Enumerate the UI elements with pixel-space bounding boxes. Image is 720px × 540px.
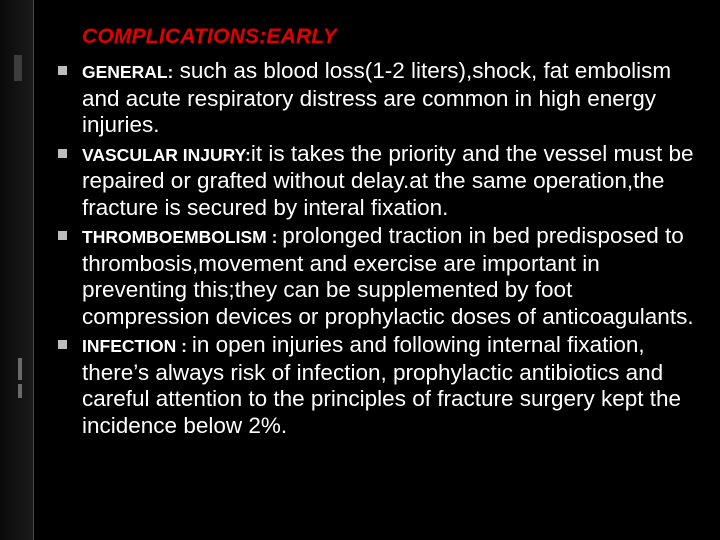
item-text: in open injuries and following internal fixation, there’s always risk of infection, prophylactic antibiotics and careful attention to the principles of fracture surgery kept the incidence below 2%. xyxy=(82,332,682,438)
decor-marker xyxy=(14,55,22,81)
square-bullet-icon xyxy=(58,231,67,240)
square-bullet-icon xyxy=(58,66,67,75)
bullet-item-thromboembolism xyxy=(40,223,695,330)
decor-marker xyxy=(18,384,22,398)
item-text: such as blood loss(1-2 liters),shock, fat embolism and acute respiratory distress are common in high energy injuries. xyxy=(82,58,672,137)
bullet-item-vascular-injury xyxy=(40,141,695,222)
decor-marker xyxy=(18,358,22,380)
item-text: it is takes the priority and the vessel must be repaired or grafted without delay.at the same operation,the fracture is secured by interal fixation. xyxy=(82,140,694,220)
item-label: VASCULAR INJURY: xyxy=(82,144,251,165)
slide-title: COMPLICATIONS:EARLY xyxy=(82,25,338,48)
item-label: THROMBOEMBOLISM : xyxy=(82,227,283,247)
square-bullet-icon xyxy=(58,340,67,349)
left-decor-line xyxy=(33,0,34,540)
left-decor-band xyxy=(0,0,33,540)
bullet-item-infection xyxy=(40,332,695,439)
item-text: prolonged traction in bed predisposed to thrombosis,movement and exercise are important in preventing this;they can be supplemented by foot compression devices or prophylactic doses of anticoagulants. xyxy=(82,223,694,329)
bullet-item-general xyxy=(40,58,695,139)
bullet-list xyxy=(40,58,695,441)
item-label: GENERAL: xyxy=(82,62,174,82)
square-bullet-icon xyxy=(58,149,67,158)
item-label: INFECTION : xyxy=(82,336,192,356)
